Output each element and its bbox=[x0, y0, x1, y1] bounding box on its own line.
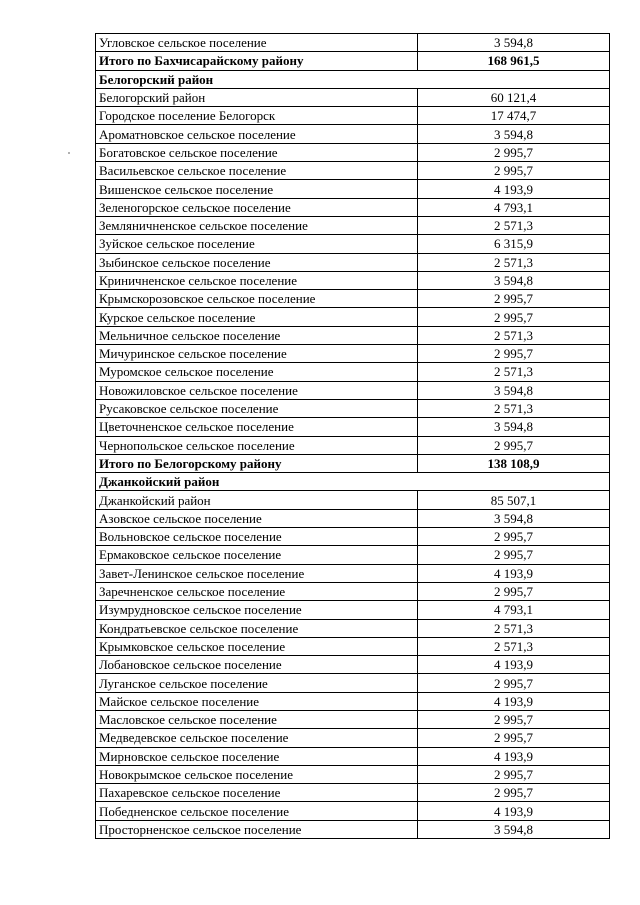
settlement-name: Ароматновское сельское поселение bbox=[96, 125, 418, 143]
settlement-name: Новожиловское сельское поселение bbox=[96, 381, 418, 399]
table-row bbox=[96, 729, 610, 747]
amount-value: 2 995,7 bbox=[418, 546, 610, 564]
amount-value: 2 571,3 bbox=[418, 216, 610, 234]
amount-value: 85 507,1 bbox=[418, 491, 610, 509]
total-label: Итого по Белогорскому району bbox=[96, 454, 418, 472]
amount-value: 2 995,7 bbox=[418, 674, 610, 692]
table-row bbox=[96, 290, 610, 308]
amount-value: 2 571,3 bbox=[418, 253, 610, 271]
settlement-name: Русаковское сельское поселение bbox=[96, 399, 418, 417]
amount-value: 2 995,7 bbox=[418, 308, 610, 326]
settlement-name: Заречненское сельское поселение bbox=[96, 582, 418, 600]
settlement-name: Изумрудновское сельское поселение bbox=[96, 601, 418, 619]
settlement-name: Вольновское сельское поселение bbox=[96, 528, 418, 546]
amount-value: 4 193,9 bbox=[418, 747, 610, 765]
settlement-name: Васильевское сельское поселение bbox=[96, 162, 418, 180]
amount-value: 4 193,9 bbox=[418, 802, 610, 820]
amount-value: 2 571,3 bbox=[418, 619, 610, 637]
region-header-row bbox=[96, 70, 610, 88]
table-row bbox=[96, 363, 610, 381]
region-name: Джанкойский район bbox=[96, 473, 610, 491]
settlement-name: Вишенское сельское поселение bbox=[96, 180, 418, 198]
table-row bbox=[96, 271, 610, 289]
amount-value: 2 571,3 bbox=[418, 637, 610, 655]
table-row bbox=[96, 34, 610, 52]
settlement-name: Крымскорозовское сельское поселение bbox=[96, 290, 418, 308]
settlement-name: Победненское сельское поселение bbox=[96, 802, 418, 820]
amount-value: 4 193,9 bbox=[418, 656, 610, 674]
settlement-name: Зуйское сельское поселение bbox=[96, 235, 418, 253]
amount-value: 2 995,7 bbox=[418, 345, 610, 363]
table-row bbox=[96, 326, 610, 344]
table-row bbox=[96, 784, 610, 802]
table-body bbox=[96, 34, 610, 839]
total-label: Итого по Бахчисарайскому району bbox=[96, 52, 418, 70]
amount-value: 2 995,7 bbox=[418, 582, 610, 600]
region-name: Белогорский район bbox=[96, 70, 610, 88]
amount-value: 2 995,7 bbox=[418, 729, 610, 747]
table-row bbox=[96, 491, 610, 509]
table-row bbox=[96, 710, 610, 728]
amount-value: 2 995,7 bbox=[418, 710, 610, 728]
settlement-name: Просторненское сельское поселение bbox=[96, 820, 418, 838]
amount-value: 4 193,9 bbox=[418, 180, 610, 198]
settlement-name: Зыбинское сельское поселение bbox=[96, 253, 418, 271]
table-row bbox=[96, 656, 610, 674]
amount-value: 3 594,8 bbox=[418, 34, 610, 52]
amount-value: 4 793,1 bbox=[418, 601, 610, 619]
settlement-name: Новокрымское сельское поселение bbox=[96, 765, 418, 783]
table-row bbox=[96, 381, 610, 399]
amount-value: 2 571,3 bbox=[418, 363, 610, 381]
settlement-name: Завет-Ленинское сельское поселение bbox=[96, 564, 418, 582]
total-value: 168 961,5 bbox=[418, 52, 610, 70]
settlement-name: Лобановское сельское поселение bbox=[96, 656, 418, 674]
amount-value: 4 193,9 bbox=[418, 564, 610, 582]
settlement-name: Белогорский район bbox=[96, 88, 418, 106]
table-row bbox=[96, 692, 610, 710]
amount-value: 2 995,7 bbox=[418, 162, 610, 180]
table-row bbox=[96, 418, 610, 436]
table-row bbox=[96, 674, 610, 692]
amount-value: 4 793,1 bbox=[418, 198, 610, 216]
settlement-name: Луганское сельское поселение bbox=[96, 674, 418, 692]
amount-value: 3 594,8 bbox=[418, 271, 610, 289]
table-row bbox=[96, 198, 610, 216]
settlement-name: Богатовское сельское поселение bbox=[96, 143, 418, 161]
settlement-name: Масловское сельское поселение bbox=[96, 710, 418, 728]
settlement-name: Цветочненское сельское поселение bbox=[96, 418, 418, 436]
table-row bbox=[96, 564, 610, 582]
settlement-name: Мельничное сельское поселение bbox=[96, 326, 418, 344]
table-row bbox=[96, 399, 610, 417]
settlement-name: Медведевское сельское поселение bbox=[96, 729, 418, 747]
settlement-name: Мичуринское сельское поселение bbox=[96, 345, 418, 363]
total-row bbox=[96, 454, 610, 472]
settlement-name: Пахаревское сельское поселение bbox=[96, 784, 418, 802]
amount-value: 4 193,9 bbox=[418, 692, 610, 710]
settlement-name: Чернопольское сельское поселение bbox=[96, 436, 418, 454]
region-header-row bbox=[96, 473, 610, 491]
table-row bbox=[96, 162, 610, 180]
settlement-name: Ермаковское сельское поселение bbox=[96, 546, 418, 564]
amount-value: 3 594,8 bbox=[418, 381, 610, 399]
amount-value: 2 571,3 bbox=[418, 326, 610, 344]
table-row bbox=[96, 180, 610, 198]
settlement-name: Майское сельское поселение bbox=[96, 692, 418, 710]
amount-value: 60 121,4 bbox=[418, 88, 610, 106]
settlement-name: Крымковское сельское поселение bbox=[96, 637, 418, 655]
table-row bbox=[96, 143, 610, 161]
table-row bbox=[96, 509, 610, 527]
table-row bbox=[96, 802, 610, 820]
table-row bbox=[96, 546, 610, 564]
settlement-name: Курское сельское поселение bbox=[96, 308, 418, 326]
amount-value: 3 594,8 bbox=[418, 509, 610, 527]
settlement-name: Земляничненское сельское поселение bbox=[96, 216, 418, 234]
amount-value: 2 995,7 bbox=[418, 436, 610, 454]
amount-value: 2 995,7 bbox=[418, 784, 610, 802]
table-row bbox=[96, 308, 610, 326]
table-row bbox=[96, 601, 610, 619]
amount-value: 2 995,7 bbox=[418, 765, 610, 783]
amount-value: 3 594,8 bbox=[418, 125, 610, 143]
table-row bbox=[96, 125, 610, 143]
table-row bbox=[96, 619, 610, 637]
amount-value: 3 594,8 bbox=[418, 418, 610, 436]
table-row bbox=[96, 88, 610, 106]
settlement-name: Мирновское сельское поселение bbox=[96, 747, 418, 765]
table-row bbox=[96, 436, 610, 454]
table-row bbox=[96, 582, 610, 600]
amount-value: 2 571,3 bbox=[418, 399, 610, 417]
table-row bbox=[96, 235, 610, 253]
settlement-name: Джанкойский район bbox=[96, 491, 418, 509]
total-value: 138 108,9 bbox=[418, 454, 610, 472]
settlement-name: Кондратьевское сельское поселение bbox=[96, 619, 418, 637]
settlement-name: Муромское сельское поселение bbox=[96, 363, 418, 381]
table-row bbox=[96, 820, 610, 838]
amount-value: 2 995,7 bbox=[418, 290, 610, 308]
table-row bbox=[96, 747, 610, 765]
scan-speck bbox=[68, 152, 70, 154]
settlement-name: Зеленогорское сельское поселение bbox=[96, 198, 418, 216]
table-row bbox=[96, 765, 610, 783]
amount-value: 2 995,7 bbox=[418, 528, 610, 546]
settlement-name: Криничненское сельское поселение bbox=[96, 271, 418, 289]
settlement-name: Городское поселение Белогорск bbox=[96, 107, 418, 125]
amount-value: 2 995,7 bbox=[418, 143, 610, 161]
table-row bbox=[96, 528, 610, 546]
total-row bbox=[96, 52, 610, 70]
allocation-table bbox=[95, 33, 610, 839]
amount-value: 3 594,8 bbox=[418, 820, 610, 838]
table-row bbox=[96, 345, 610, 363]
amount-value: 6 315,9 bbox=[418, 235, 610, 253]
table-row bbox=[96, 253, 610, 271]
settlement-name: Азовское сельское поселение bbox=[96, 509, 418, 527]
table-row bbox=[96, 637, 610, 655]
settlement-name: Угловское сельское поселение bbox=[96, 34, 418, 52]
table-row bbox=[96, 216, 610, 234]
table-row bbox=[96, 107, 610, 125]
amount-value: 17 474,7 bbox=[418, 107, 610, 125]
